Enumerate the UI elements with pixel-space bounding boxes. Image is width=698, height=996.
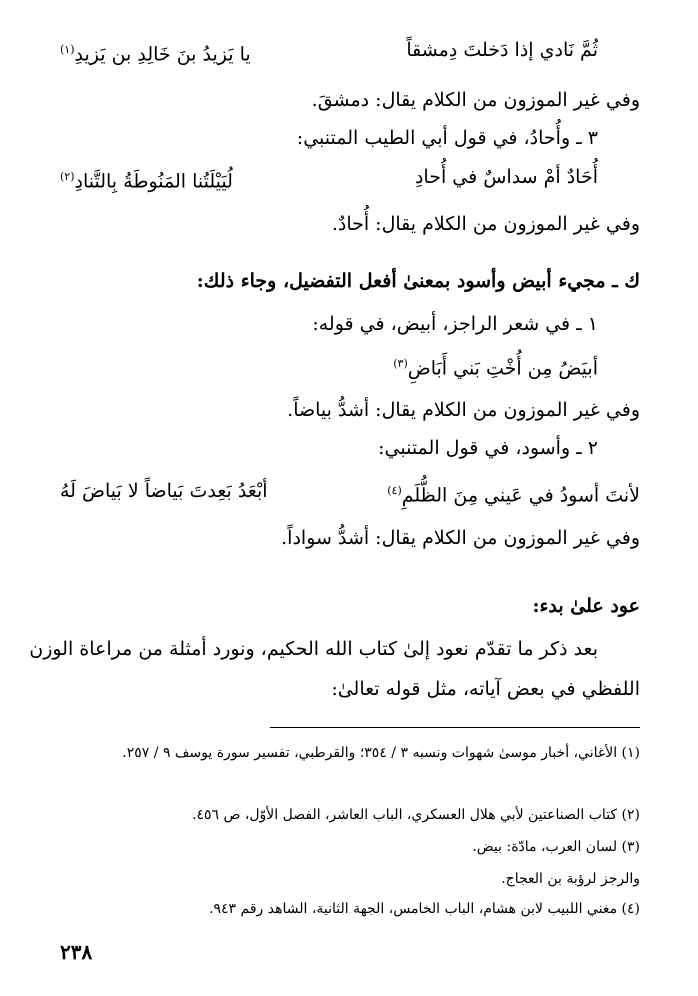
- verse-hemistich-first: أُحَادٌ أمْ سداسٌ في أُحادِ: [414, 166, 598, 188]
- text-line: ٢ ـ وأسود، في قول المتنبي:: [378, 437, 598, 459]
- text-line: ٣ ـ وأُحادُ، في قول أبي الطيب المتنبي:: [296, 127, 598, 149]
- footnote-ref: (٣): [393, 357, 408, 370]
- verse-hemistich-first: أبيَضُ مِن أُخْتِ بَني أَبَاضِ$^{(٣)}$: [393, 357, 598, 380]
- footnote-separator: [270, 727, 640, 728]
- footnote-ref: (٤): [387, 484, 402, 497]
- paragraph-line: بعد ذكر ما تقدّم نعود إلىٰ كتاب الله الحكيم، ونورد أمثلة من مراعاة الوزن: [29, 638, 598, 660]
- verse-hemistich-first: ثُمَّ نَادي إذا دَخلتَ دِمشقاً: [406, 39, 598, 61]
- footnote-ref: (١): [60, 43, 75, 56]
- text-line: وفي غير الموزون من الكلام يقال: أُحادٌ.: [331, 213, 640, 235]
- section-heading: عود علىٰ بدء:: [532, 595, 640, 617]
- page-number: ٢٣٨: [60, 940, 93, 964]
- verse-hemistich-second: يا يَزيدُ بنَ خَالِدِ بن يَزيدِ$^{(١)}$: [60, 43, 251, 66]
- footnote-4: (٤) مغني اللبيب لابن هشام، الباب الخامس، الجهة الثانية، الشاهد رقم ٩٤٣.: [209, 901, 640, 917]
- paragraph-line: اللفظي في بعض آياته، مثل قوله تعالىٰ:: [331, 678, 640, 700]
- verse-hemistich-second: لُيَيْلَتُنا المَنُوطَةُ بِالتَّنادِ$^{(٢)}$: [60, 170, 233, 193]
- text-line: وفي غير الموزون من الكلام يقال: دمشقَ.: [311, 89, 640, 111]
- footnote-3: (٣) لسان العرب، مادّة: بيض.: [472, 839, 640, 855]
- text-line: وفي غير الموزون من الكلام يقال: أشدُّ سواداً.: [281, 527, 640, 549]
- text-line: وفي غير الموزون من الكلام يقال: أشدُّ بياضاً.: [287, 399, 640, 421]
- section-heading: ك ـ مجيء أبيض وأسود بمعنىٰ أفعل التفضيل، وجاء ذلك:: [196, 270, 640, 292]
- footnote-3-continuation: والرجز لرؤبة بن العجاج.: [501, 871, 640, 887]
- verse-hemistich-first: لأنتَ أسودُ في عَيني مِنَ الظُّلَمِ$^{(٤)}$: [387, 484, 640, 507]
- verse-hemistich-second: أبْعَدُ بَعِدتَ بَياضاً لا بَياضَ لَهُ: [60, 480, 268, 502]
- text-line: ١ ـ في شعر الراجز، أبيض، في قوله:: [312, 313, 598, 335]
- footnote-ref: (٢): [60, 170, 75, 183]
- footnote-1: (١) الأغاني، أخبار موسىٰ شهوات ونسبه ٣ / ٣٥٤؛ والقرطبي، تفسير سورة يوسف ٩ / ٢٥٧.: [122, 745, 640, 761]
- footnote-2: (٢) كتاب الصناعتين لأبي هلال العسكري، الباب العاشر، الفصل الأوّل، ص ٤٥٦.: [191, 807, 640, 823]
